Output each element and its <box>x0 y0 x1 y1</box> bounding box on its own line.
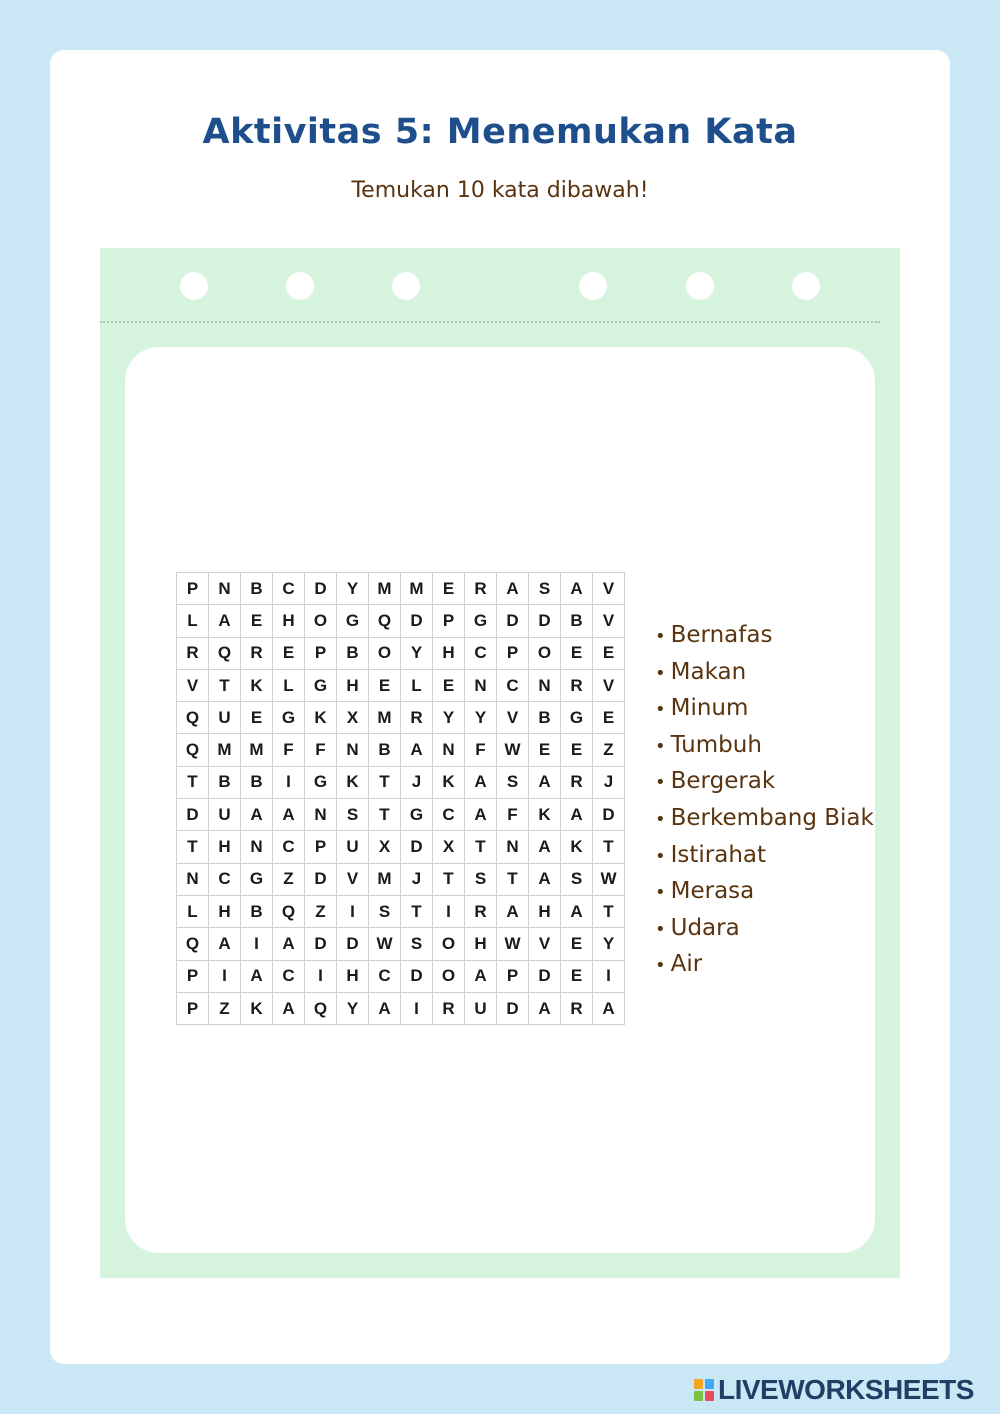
grid-cell[interactable]: A <box>465 961 497 993</box>
grid-cell[interactable]: R <box>177 638 209 670</box>
grid-cell[interactable]: G <box>241 864 273 896</box>
grid-cell[interactable]: N <box>177 864 209 896</box>
grid-cell[interactable]: D <box>497 993 529 1025</box>
grid-cell[interactable]: G <box>465 605 497 637</box>
word-text: Air <box>670 951 703 978</box>
grid-cell[interactable]: E <box>561 638 593 670</box>
grid-cell[interactable]: W <box>497 928 529 960</box>
grid-cell[interactable]: A <box>561 799 593 831</box>
grid-cell[interactable]: M <box>369 702 401 734</box>
bullet-icon: • <box>655 772 666 794</box>
grid-cell[interactable]: M <box>369 573 401 605</box>
grid-cell[interactable]: F <box>465 734 497 766</box>
grid-cell[interactable]: T <box>369 767 401 799</box>
grid-cell[interactable]: F <box>497 799 529 831</box>
bullet-icon: • <box>655 808 666 830</box>
grid-cell[interactable]: M <box>241 734 273 766</box>
grid-cell[interactable]: T <box>593 831 625 863</box>
grid-cell[interactable]: W <box>593 864 625 896</box>
grid-cell[interactable]: Y <box>465 702 497 734</box>
grid-cell[interactable]: N <box>497 831 529 863</box>
grid-cell[interactable]: T <box>369 799 401 831</box>
grid-cell[interactable]: Z <box>273 864 305 896</box>
grid-cell[interactable]: C <box>273 961 305 993</box>
grid-cell[interactable]: E <box>241 605 273 637</box>
grid-cell[interactable]: T <box>177 767 209 799</box>
brand-logo[interactable] <box>694 1375 974 1405</box>
page-title: Aktivitas 5: Menemukan Kata <box>202 112 798 152</box>
grid-cell[interactable]: Y <box>401 638 433 670</box>
grid-cell[interactable]: A <box>273 928 305 960</box>
grid-cell[interactable]: L <box>273 670 305 702</box>
word-text: Istirahat <box>670 841 767 868</box>
grid-cell[interactable]: S <box>337 799 369 831</box>
grid-cell[interactable]: K <box>241 670 273 702</box>
word-list-item <box>655 910 874 947</box>
grid-cell[interactable]: I <box>401 993 433 1025</box>
grid-cell[interactable]: Z <box>305 896 337 928</box>
grid-cell[interactable]: U <box>465 993 497 1025</box>
grid-cell[interactable]: G <box>305 767 337 799</box>
word-text: Bernafas <box>670 622 773 648</box>
grid-cell[interactable]: D <box>593 799 625 831</box>
grid-cell[interactable]: I <box>241 928 273 960</box>
grid-cell[interactable]: A <box>529 864 561 896</box>
grid-cell[interactable]: A <box>561 573 593 605</box>
grid-cell[interactable]: S <box>401 928 433 960</box>
grid-cell[interactable]: B <box>337 638 369 670</box>
grid-cell[interactable]: T <box>497 864 529 896</box>
grid-cell[interactable]: D <box>529 961 561 993</box>
bullet-icon: • <box>655 662 666 684</box>
grid-cell[interactable]: C <box>209 864 241 896</box>
grid-cell[interactable]: P <box>433 605 465 637</box>
grid-cell[interactable]: R <box>561 767 593 799</box>
grid-cell[interactable]: E <box>561 734 593 766</box>
icon-square <box>705 1379 714 1389</box>
grid-cell[interactable]: A <box>593 993 625 1025</box>
grid-cell[interactable]: V <box>593 605 625 637</box>
grid-cell[interactable]: I <box>337 896 369 928</box>
grid-cell[interactable]: D <box>305 573 337 605</box>
grid-cell[interactable]: G <box>401 799 433 831</box>
word-list <box>655 617 874 983</box>
grid-cell[interactable]: X <box>433 831 465 863</box>
grid-cell[interactable]: K <box>305 702 337 734</box>
grid-cell[interactable]: E <box>561 928 593 960</box>
word-list-item <box>655 763 874 800</box>
icon-square <box>694 1379 703 1389</box>
grid-cell[interactable]: E <box>561 961 593 993</box>
grid-cell[interactable]: H <box>529 896 561 928</box>
grid-cell[interactable]: E <box>273 638 305 670</box>
grid-cell[interactable]: P <box>305 638 337 670</box>
grid-cell[interactable]: B <box>241 767 273 799</box>
binder-hole <box>180 272 208 300</box>
word-list-item <box>655 654 874 691</box>
grid-cell[interactable]: Z <box>209 993 241 1025</box>
grid-cell[interactable]: O <box>369 638 401 670</box>
word-text: Makan <box>670 658 747 685</box>
grid-cell[interactable]: R <box>401 702 433 734</box>
grid-cell[interactable]: D <box>401 831 433 863</box>
grid-cell[interactable]: Q <box>305 993 337 1025</box>
word-list-item <box>655 727 874 764</box>
grid-cell[interactable]: A <box>209 605 241 637</box>
grid-cell[interactable]: Q <box>369 605 401 637</box>
grid-cell[interactable]: T <box>433 864 465 896</box>
grid-cell[interactable]: V <box>177 670 209 702</box>
grid-cell[interactable]: K <box>561 831 593 863</box>
word-text: Tumbuh <box>670 731 762 758</box>
grid-cell[interactable]: Y <box>337 573 369 605</box>
grid-cell[interactable]: L <box>177 896 209 928</box>
grid-cell[interactable]: B <box>529 702 561 734</box>
grid-cell[interactable]: A <box>561 896 593 928</box>
grid-cell[interactable]: I <box>593 961 625 993</box>
grid-cell[interactable]: A <box>273 993 305 1025</box>
grid-cell[interactable]: C <box>369 961 401 993</box>
grid-cell[interactable]: S <box>465 864 497 896</box>
grid-cell[interactable]: A <box>465 799 497 831</box>
grid-cell[interactable]: P <box>177 573 209 605</box>
grid-cell[interactable]: E <box>433 670 465 702</box>
word-list-item <box>655 690 874 727</box>
grid-cell[interactable]: R <box>465 896 497 928</box>
grid-cell[interactable]: M <box>209 734 241 766</box>
bullet-icon: • <box>655 735 666 757</box>
binder-hole <box>579 272 607 300</box>
grid-cell[interactable]: P <box>305 831 337 863</box>
grid-cell[interactable]: H <box>273 605 305 637</box>
grid-cell[interactable]: C <box>273 573 305 605</box>
grid-cell[interactable]: A <box>465 767 497 799</box>
word-text: Minum <box>670 695 749 722</box>
binder-hole <box>686 272 714 300</box>
grid-cell[interactable]: S <box>561 864 593 896</box>
grid-cell[interactable]: D <box>177 799 209 831</box>
grid-cell[interactable]: A <box>209 928 241 960</box>
grid-cell[interactable]: N <box>529 670 561 702</box>
grid-cell[interactable]: A <box>497 896 529 928</box>
grid-cell[interactable]: C <box>433 799 465 831</box>
grid-cell[interactable]: D <box>337 928 369 960</box>
grid-cell[interactable]: A <box>241 799 273 831</box>
grid-cell[interactable]: I <box>273 767 305 799</box>
grid-cell[interactable]: T <box>209 670 241 702</box>
grid-cell[interactable]: R <box>561 670 593 702</box>
grid-cell[interactable]: Y <box>593 928 625 960</box>
grid-cell[interactable]: Q <box>177 928 209 960</box>
grid-cell[interactable]: C <box>465 638 497 670</box>
grid-cell[interactable]: M <box>401 573 433 605</box>
grid-cell[interactable]: A <box>529 831 561 863</box>
grid-cell[interactable]: Q <box>177 702 209 734</box>
grid-cell[interactable]: O <box>305 605 337 637</box>
grid-cell[interactable]: N <box>241 831 273 863</box>
grid-cell[interactable]: O <box>433 961 465 993</box>
icon-square <box>694 1391 703 1401</box>
grid-cell[interactable]: P <box>497 961 529 993</box>
grid-cell[interactable]: K <box>241 993 273 1025</box>
grid-cell[interactable]: P <box>177 993 209 1025</box>
word-text: Bergerak <box>670 768 776 795</box>
grid-cell[interactable]: V <box>593 670 625 702</box>
binder-hole <box>392 272 420 300</box>
grid-cell[interactable]: U <box>209 799 241 831</box>
grid-cell[interactable]: X <box>369 831 401 863</box>
brand-name: LIVEWORKSHEETS <box>718 1374 974 1405</box>
grid-cell[interactable]: O <box>529 638 561 670</box>
dotted-separator <box>100 321 880 323</box>
grid-cell[interactable]: S <box>529 573 561 605</box>
grid-cell[interactable]: G <box>305 670 337 702</box>
grid-cell[interactable]: J <box>593 767 625 799</box>
grid-cell[interactable]: H <box>433 638 465 670</box>
grid-cell[interactable]: D <box>401 605 433 637</box>
grid-cell[interactable]: B <box>241 573 273 605</box>
grid-cell[interactable]: R <box>465 573 497 605</box>
grid-cell[interactable]: B <box>241 896 273 928</box>
bullet-icon: • <box>655 699 666 721</box>
grid-cell[interactable]: L <box>401 670 433 702</box>
word-search-grid[interactable] <box>176 572 625 1025</box>
grid-cell[interactable]: S <box>497 767 529 799</box>
grid-cell[interactable]: H <box>337 961 369 993</box>
bullet-icon: • <box>655 626 666 647</box>
binder-hole <box>792 272 820 300</box>
grid-cell[interactable]: A <box>273 799 305 831</box>
grid-cell[interactable]: C <box>497 670 529 702</box>
grid-cell[interactable]: K <box>337 767 369 799</box>
word-list-item <box>655 800 874 837</box>
grid-cell[interactable]: G <box>337 605 369 637</box>
grid-cell[interactable]: U <box>337 831 369 863</box>
word-list-item <box>655 837 874 874</box>
word-list-item <box>655 617 874 654</box>
grid-cell[interactable]: H <box>209 831 241 863</box>
word-text: Merasa <box>670 878 755 905</box>
grid-cell[interactable]: Y <box>337 993 369 1025</box>
grid-cell[interactable]: P <box>497 638 529 670</box>
grid-cell[interactable]: B <box>561 605 593 637</box>
grid-cell[interactable]: D <box>305 928 337 960</box>
liveworksheets-icon <box>694 1379 714 1401</box>
grid-cell[interactable]: M <box>369 864 401 896</box>
grid-cell[interactable]: E <box>369 670 401 702</box>
grid-cell[interactable]: Q <box>209 638 241 670</box>
grid-cell[interactable]: H <box>465 928 497 960</box>
grid-cell[interactable]: I <box>305 961 337 993</box>
grid-cell[interactable]: A <box>529 993 561 1025</box>
grid-cell[interactable]: V <box>593 573 625 605</box>
grid-cell[interactable]: K <box>529 799 561 831</box>
word-text: Udara <box>670 914 740 941</box>
grid-cell[interactable]: Z <box>593 734 625 766</box>
grid-cell[interactable]: Y <box>433 702 465 734</box>
word-text: Berkembang Biak <box>670 804 874 831</box>
grid-cell[interactable]: D <box>305 864 337 896</box>
grid-cell[interactable]: D <box>497 605 529 637</box>
bullet-icon: • <box>655 845 666 867</box>
bullet-icon: • <box>655 882 666 904</box>
grid-cell[interactable]: N <box>337 734 369 766</box>
grid-cell[interactable]: E <box>529 734 561 766</box>
grid-cell[interactable]: J <box>401 767 433 799</box>
grid-cell[interactable]: H <box>337 670 369 702</box>
grid-cell[interactable]: I <box>209 961 241 993</box>
grid-cell[interactable]: E <box>241 702 273 734</box>
grid-cell[interactable]: N <box>209 573 241 605</box>
grid-cell[interactable]: I <box>433 896 465 928</box>
word-list-item <box>655 946 874 983</box>
grid-cell[interactable]: X <box>337 702 369 734</box>
grid-cell[interactable]: O <box>433 928 465 960</box>
grid-cell[interactable]: A <box>401 734 433 766</box>
grid-cell[interactable]: L <box>177 605 209 637</box>
grid-cell[interactable]: K <box>433 767 465 799</box>
grid-cell[interactable]: B <box>209 767 241 799</box>
grid-cell[interactable]: R <box>241 638 273 670</box>
grid-cell[interactable]: G <box>273 702 305 734</box>
grid-cell[interactable]: Q <box>177 734 209 766</box>
grid-cell[interactable]: G <box>561 702 593 734</box>
instructions: Temukan 10 kata dibawah! <box>351 178 649 203</box>
grid-cell[interactable]: A <box>529 767 561 799</box>
grid-cell[interactable]: T <box>177 831 209 863</box>
grid-cell[interactable]: E <box>433 573 465 605</box>
grid-cell[interactable]: H <box>209 896 241 928</box>
grid-cell[interactable]: W <box>369 928 401 960</box>
icon-square <box>705 1391 714 1401</box>
grid-cell[interactable]: F <box>305 734 337 766</box>
grid-cell[interactable]: V <box>529 928 561 960</box>
bullet-icon: • <box>655 918 666 940</box>
grid-cell[interactable]: J <box>401 864 433 896</box>
grid-cell[interactable]: V <box>497 702 529 734</box>
grid-cell[interactable]: T <box>593 896 625 928</box>
grid-cell[interactable]: N <box>305 799 337 831</box>
grid-cell[interactable]: E <box>593 638 625 670</box>
grid-cell[interactable]: R <box>433 993 465 1025</box>
grid-cell[interactable]: F <box>273 734 305 766</box>
grid-cell[interactable]: A <box>497 573 529 605</box>
grid-cell[interactable]: T <box>401 896 433 928</box>
grid-cell[interactable]: C <box>273 831 305 863</box>
grid-cell[interactable]: W <box>497 734 529 766</box>
grid-cell[interactable]: A <box>241 961 273 993</box>
grid-cell[interactable]: A <box>369 993 401 1025</box>
grid-cell[interactable]: U <box>209 702 241 734</box>
grid-cell[interactable]: E <box>593 702 625 734</box>
grid-cell[interactable]: N <box>433 734 465 766</box>
grid-cell[interactable]: P <box>177 961 209 993</box>
grid-cell[interactable]: D <box>401 961 433 993</box>
grid-cell[interactable]: T <box>465 831 497 863</box>
grid-cell[interactable]: N <box>465 670 497 702</box>
binder-hole <box>286 272 314 300</box>
grid-cell[interactable]: R <box>561 993 593 1025</box>
grid-cell[interactable]: S <box>369 896 401 928</box>
grid-cell[interactable]: V <box>337 864 369 896</box>
grid-cell[interactable]: Q <box>273 896 305 928</box>
grid-cell[interactable]: D <box>529 605 561 637</box>
word-list-item <box>655 873 874 910</box>
bullet-icon: • <box>655 955 666 977</box>
grid-cell[interactable]: B <box>369 734 401 766</box>
